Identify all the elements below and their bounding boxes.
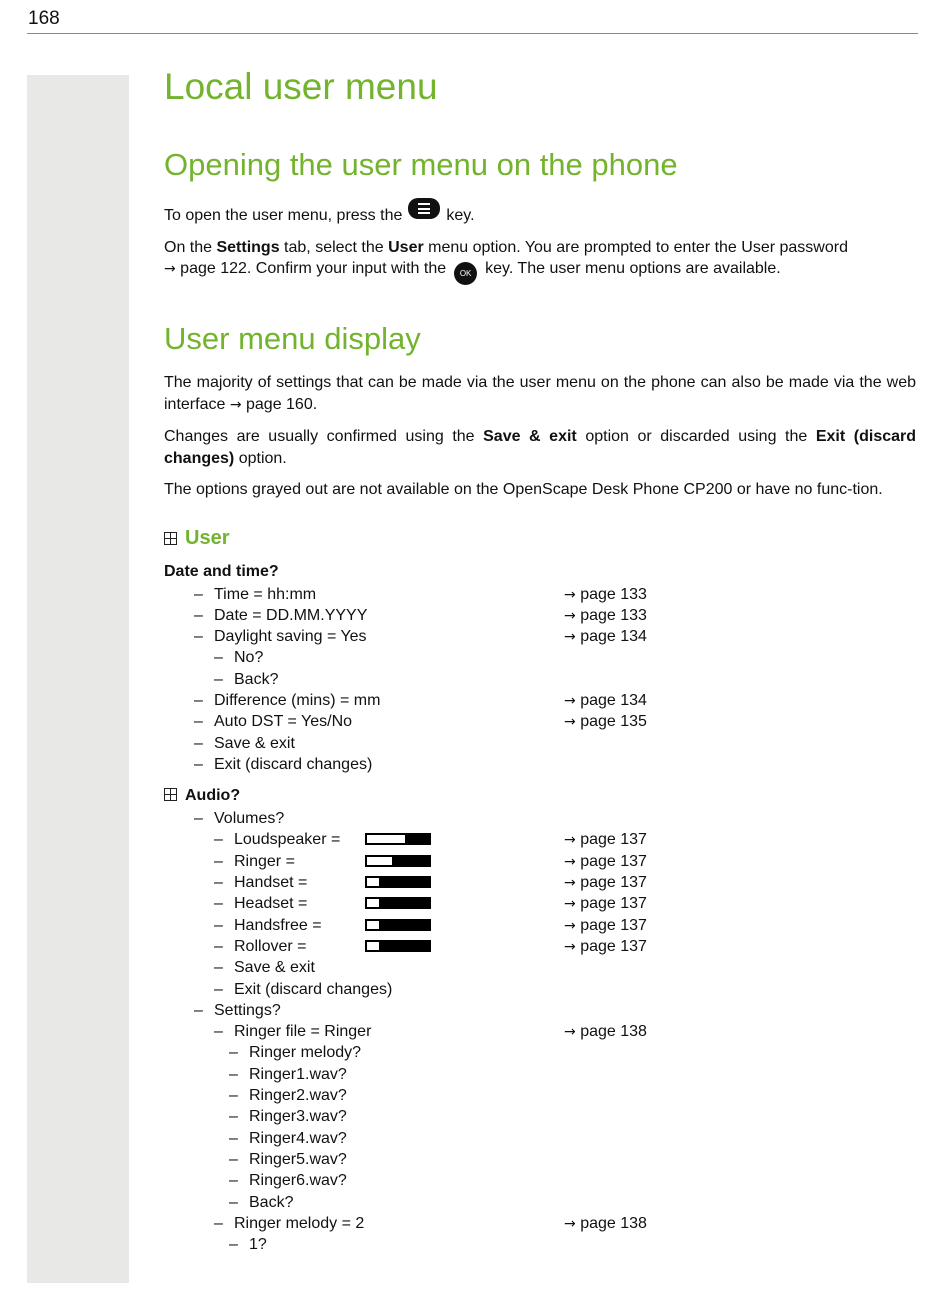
page-reference-text: page 138: [580, 1214, 647, 1232]
menu-item-label: Save & exit: [234, 959, 315, 977]
bold-save-exit: Save & exit: [483, 428, 577, 445]
dash: –: [214, 1023, 223, 1041]
menu-item: [164, 647, 916, 668]
page-reference-text: page 133: [580, 606, 647, 624]
page-reference-text: page 137: [580, 831, 647, 849]
header-rule: [27, 33, 918, 34]
page-reference-text: page 134: [580, 628, 647, 646]
menu-item: [164, 1042, 916, 1063]
user-section-heading: [164, 525, 916, 551]
menu-item-label: Auto DST = Yes/No: [214, 713, 353, 731]
expand-box-icon: [164, 788, 177, 801]
dash: –: [214, 937, 223, 955]
link-page-122: page 122. Confirm your input with the: [175, 260, 447, 277]
page-reference: [564, 893, 647, 915]
menu-item-label: Ringer5.wav?: [249, 1150, 347, 1168]
menu-item-label: No?: [234, 649, 264, 667]
menu-item: [164, 1128, 916, 1149]
menu-item: [164, 936, 916, 957]
volume-bar-level: [367, 878, 379, 886]
arrow-icon: →: [164, 261, 176, 277]
text: To open the user menu, press the: [164, 207, 403, 224]
paragraph-grayed-out: The options grayed out are not available on the OpenScape Desk Phone CP200 or have no func-tion.: [164, 481, 883, 498]
page-reference-text: page 137: [580, 916, 647, 934]
menu-item: [164, 1106, 916, 1127]
volume-bar: [365, 833, 431, 845]
audio-section-heading: [164, 784, 916, 808]
menu-item: [164, 711, 916, 732]
menu-item: [164, 808, 916, 829]
paragraph-majority: [164, 372, 916, 416]
arrow-icon: →: [564, 938, 581, 955]
dash: –: [229, 1193, 238, 1211]
menu-item: [164, 669, 916, 690]
dash: –: [214, 895, 223, 913]
dash: –: [229, 1150, 238, 1168]
audio-menu-list: [164, 808, 916, 1255]
volume-bar: [365, 919, 431, 931]
dash: –: [214, 852, 223, 870]
menu-item-label: Ringer4.wav?: [249, 1129, 347, 1147]
menu-item: [164, 979, 916, 1000]
menu-item: [164, 626, 916, 647]
margin-bar: [27, 75, 129, 1283]
link-page-160: page 160.: [241, 395, 318, 413]
dash: –: [194, 810, 203, 828]
menu-item-label: Difference (mins) = mm: [214, 691, 381, 709]
page-reference-text: page 137: [580, 937, 647, 955]
menu-item-label: 1?: [249, 1236, 267, 1254]
volume-bar-level: [367, 899, 379, 907]
page-reference-text: page 137: [580, 895, 647, 913]
dash: –: [229, 1236, 238, 1254]
menu-item: [164, 1021, 916, 1042]
arrow-icon: →: [229, 396, 242, 413]
paragraph-settings-tab: [164, 237, 916, 286]
menu-item: [164, 829, 916, 850]
dash: –: [194, 713, 203, 731]
arrow-icon: →: [564, 586, 581, 603]
text: On the: [164, 238, 217, 256]
menu-item-label: Volumes?: [214, 810, 285, 828]
volume-bar-level: [367, 921, 379, 929]
menu-item-label: Ringer melody?: [249, 1044, 362, 1062]
menu-item: [164, 1192, 916, 1213]
user-menu-list: [164, 584, 916, 776]
volume-bar: [365, 897, 431, 909]
text: key. The user menu options are available.: [485, 260, 781, 277]
dash: –: [229, 1044, 238, 1062]
page-reference-text: page 138: [580, 1023, 647, 1041]
menu-item-label: Exit (discard changes): [234, 980, 393, 998]
menu-item: [164, 851, 916, 872]
dash: –: [194, 734, 203, 752]
ok-key-icon: OK: [454, 262, 477, 285]
menu-item-label: Ringer3.wav?: [249, 1108, 347, 1126]
dash: –: [229, 1087, 238, 1105]
volume-bar-level: [367, 857, 392, 865]
arrow-icon: →: [564, 917, 581, 934]
volume-bar: [365, 876, 431, 888]
menu-item: [164, 1085, 916, 1106]
menu-item-label: Ringer file = Ringer: [234, 1023, 372, 1041]
page-reference-text: page 133: [580, 585, 647, 603]
menu-item-label: Handsfree =: [234, 916, 322, 934]
menu-item: [164, 1213, 916, 1234]
page-title: Local user menu: [164, 66, 438, 107]
page-reference: [564, 690, 647, 712]
page-reference: [564, 915, 647, 937]
text: menu option. You are prompted to enter the User password: [423, 238, 848, 256]
menu-item: [164, 1000, 916, 1021]
page-reference: [564, 605, 647, 627]
dash: –: [214, 670, 223, 688]
bold-settings: Settings: [216, 238, 280, 256]
menu-item-label: Loudspeaker =: [234, 831, 341, 849]
arrow-icon: →: [564, 714, 581, 731]
menu-item-label: Daylight saving = Yes: [214, 628, 367, 646]
page-reference: [564, 711, 647, 733]
page-reference: [564, 1213, 647, 1235]
dash: –: [214, 980, 223, 998]
menu-item-label: Ringer2.wav?: [249, 1087, 347, 1105]
page-reference: [564, 1021, 647, 1043]
menu-item-label: Ringer melody = 2: [234, 1214, 365, 1232]
menu-item: [164, 872, 916, 893]
dash: –: [229, 1108, 238, 1126]
menu-item: [164, 690, 916, 711]
arrow-icon: →: [564, 853, 581, 870]
dash: –: [194, 755, 203, 773]
dash: –: [194, 1001, 203, 1019]
dash: –: [229, 1065, 238, 1083]
dash: –: [214, 959, 223, 977]
arrow-icon: →: [564, 629, 581, 646]
arrow-icon: →: [564, 692, 581, 709]
menu-item: [164, 584, 916, 605]
page-reference: [564, 829, 647, 851]
menu-item: [164, 1234, 916, 1255]
arrow-icon: →: [564, 896, 581, 913]
text: option or discarded using the: [576, 428, 816, 445]
page-reference: [564, 936, 647, 958]
dash: –: [214, 649, 223, 667]
menu-item-label: Back?: [234, 670, 279, 688]
menu-item: [164, 1170, 916, 1191]
menu-item-label: Rollover =: [234, 937, 307, 955]
menu-item-label: Handset =: [234, 874, 308, 892]
menu-item-label: Save & exit: [214, 734, 295, 752]
page-reference: [564, 584, 647, 606]
dash: –: [214, 874, 223, 892]
audio-heading-text: Audio?: [185, 787, 241, 805]
arrow-icon: →: [564, 832, 581, 849]
menu-item-label: Settings?: [214, 1001, 281, 1019]
dash: –: [194, 606, 203, 624]
volume-bar: [365, 940, 431, 952]
dash: –: [194, 691, 203, 709]
text: tab, select the: [279, 238, 389, 256]
dash: –: [194, 628, 203, 646]
dash: –: [214, 831, 223, 849]
text: option.: [234, 449, 287, 467]
dash: –: [229, 1172, 238, 1190]
dash: –: [214, 1214, 223, 1232]
arrow-icon: →: [564, 607, 581, 624]
menu-item: [164, 915, 916, 936]
volume-bar: [365, 855, 431, 867]
arrow-icon: →: [564, 875, 581, 892]
page-reference: [564, 851, 647, 873]
arrow-icon: →: [564, 1215, 581, 1232]
volume-bar-level: [367, 835, 405, 843]
menu-item-label: Time = hh:mm: [214, 585, 317, 603]
paragraph-changes: [164, 426, 916, 469]
menu-item-label: Ringer6.wav?: [249, 1172, 347, 1190]
menu-item-label: Exit (discard changes): [214, 755, 373, 773]
arrow-icon: →: [564, 1024, 581, 1041]
page-reference-text: page 137: [580, 852, 647, 870]
menu-item-label: Ringer1.wav?: [249, 1065, 347, 1083]
dash: –: [214, 916, 223, 934]
menu-item: [164, 893, 916, 914]
page-reference: [564, 626, 647, 648]
menu-key-icon: [408, 198, 440, 219]
page-reference-text: page 135: [580, 713, 647, 731]
page-number: 168: [28, 8, 60, 29]
menu-item: [164, 733, 916, 754]
text: key.: [446, 207, 475, 224]
menu-item: [164, 605, 916, 626]
section-heading-opening: Opening the user menu on the phone: [164, 147, 678, 182]
menu-item-label: Back?: [249, 1193, 294, 1211]
page-content: [164, 64, 916, 1255]
section-heading-display: User menu display: [164, 321, 421, 356]
menu-item: [164, 957, 916, 978]
bold-exit-discard: Exit (discard changes): [164, 428, 917, 467]
menu-item-label: Date = DD.MM.YYYY: [214, 606, 368, 624]
page-reference-text: page 137: [580, 874, 647, 892]
bold-user: User: [388, 238, 424, 256]
text: Changes are usually confirmed using the: [164, 428, 484, 445]
volume-bar-level: [367, 942, 379, 950]
paragraph-open-menu: [164, 198, 916, 227]
menu-item: [164, 1064, 916, 1085]
menu-item-label: Headset =: [234, 895, 308, 913]
text: The majority of settings that can be made via the user menu on the phone can also be made via the web interface: [164, 374, 916, 413]
expand-box-icon: [164, 532, 177, 545]
menu-item-label: Ringer =: [234, 852, 295, 870]
menu-item: [164, 1149, 916, 1170]
page-reference: [564, 872, 647, 894]
user-heading-text: User: [185, 526, 230, 549]
dash: –: [194, 585, 203, 603]
menu-item: [164, 754, 916, 775]
page-reference-text: page 134: [580, 691, 647, 709]
date-time-heading: Date and time?: [164, 562, 279, 580]
dash: –: [229, 1129, 238, 1147]
